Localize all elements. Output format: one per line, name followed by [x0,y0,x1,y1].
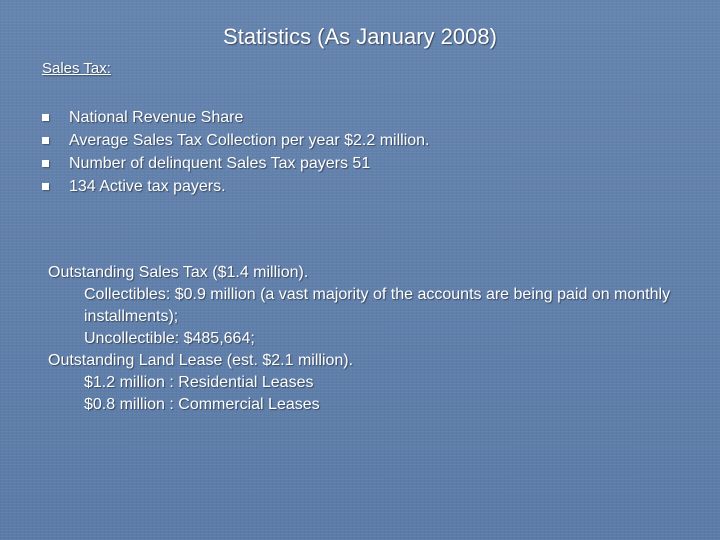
bullet-text: National Revenue Share [69,109,244,126]
square-bullet-icon [42,183,49,190]
section-heading-sales-tax: Sales Tax: [42,60,111,77]
bullet-list [42,106,430,198]
bullet-item [42,152,430,175]
bullet-item [42,175,430,198]
bullet-item [42,106,430,129]
outstanding-land-lease: Outstanding Land Lease (est. $2.1 million). [48,352,354,369]
commercial-leases-text: $0.8 million : Commercial Leases [84,396,320,413]
bullet-text: 134 Active tax payers. [69,178,226,195]
bullet-text: Average Sales Tax Collection per year $2.2 million. [69,132,430,149]
square-bullet-icon [42,160,49,167]
slide-title [0,24,720,50]
bullet-item [42,129,430,152]
bullet-text: Number of delinquent Sales Tax payers 51 [69,155,371,172]
square-bullet-icon [42,137,49,144]
collectibles-text: Collectibles: $0.9 million (a vast majority of the accounts are being paid on monthly installments); [84,286,671,325]
slide-title-text: Statistics (As January 2008) [223,24,497,49]
outstanding-sales-tax: Outstanding Sales Tax ($1.4 million). [48,264,309,281]
outstanding-block [48,262,688,416]
uncollectible-text: Uncollectible: $485,664; [84,330,255,347]
residential-leases-text: $1.2 million : Residential Leases [84,374,314,391]
square-bullet-icon [42,114,49,121]
